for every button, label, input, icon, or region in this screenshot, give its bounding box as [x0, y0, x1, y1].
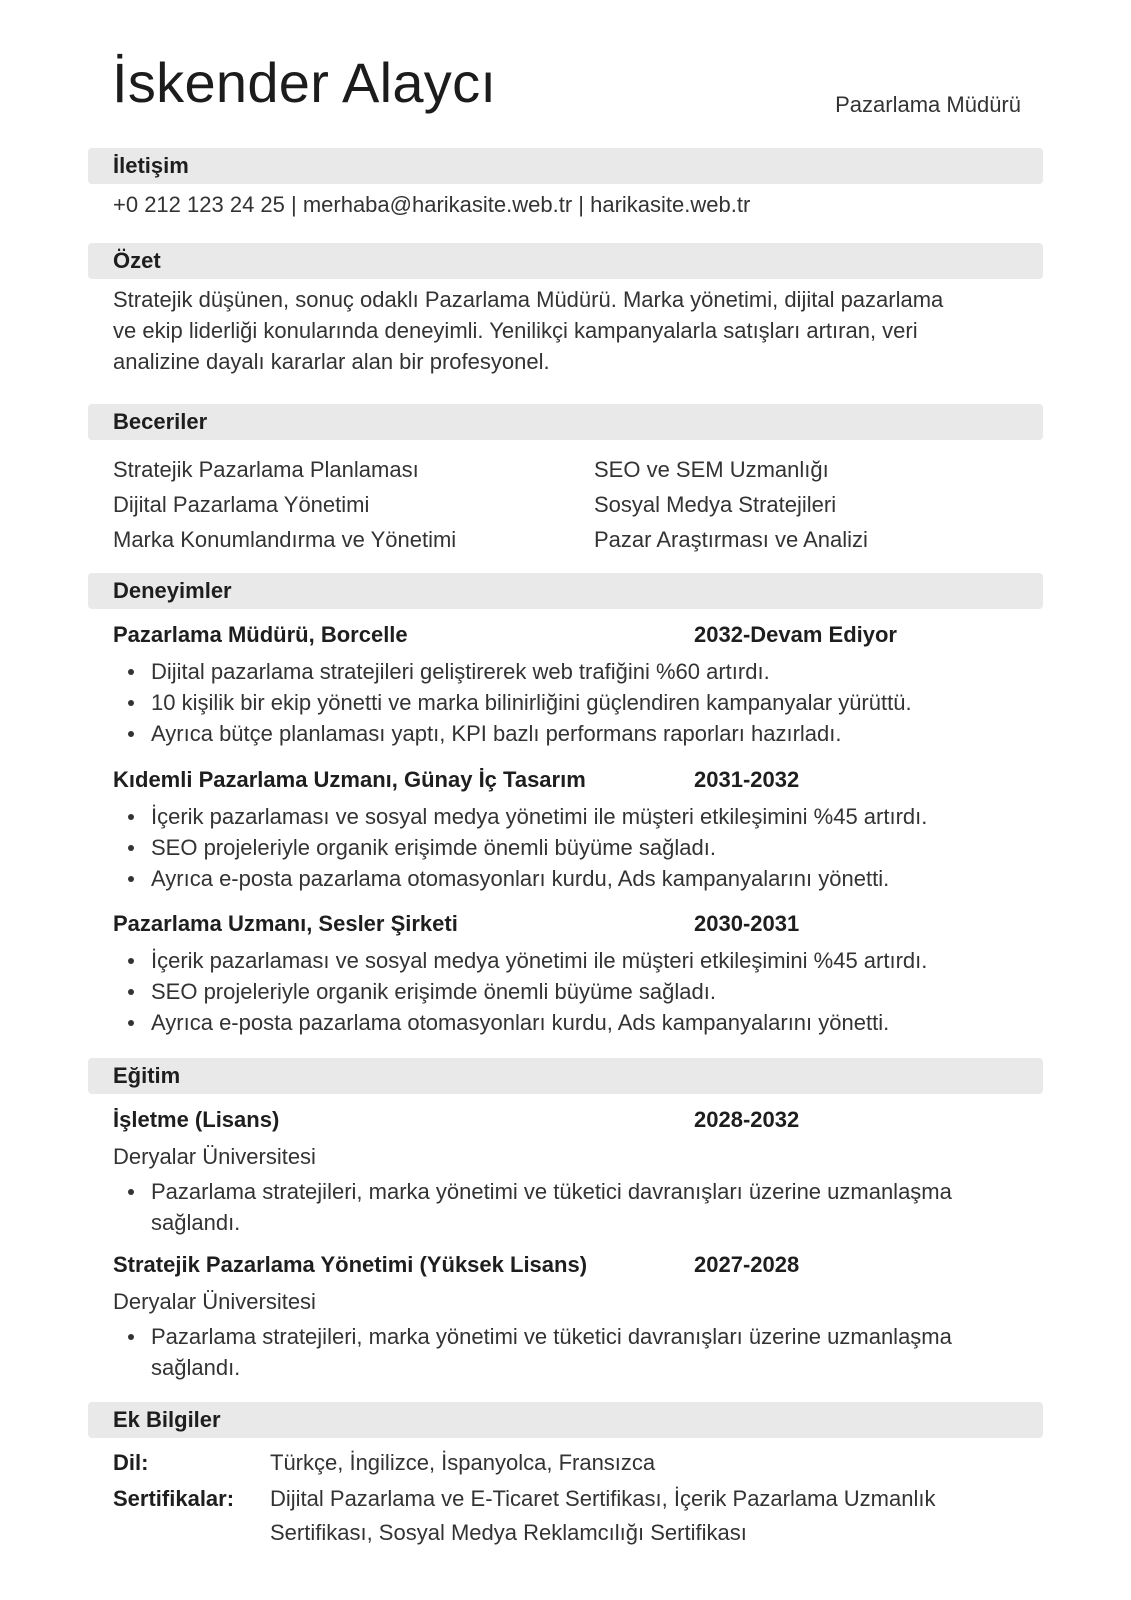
skill-item: Dijital Pazarlama Yönetimi	[113, 492, 370, 517]
list-item	[113, 1321, 1033, 1383]
skill-item: SEO ve SEM Uzmanlığı	[594, 457, 829, 482]
school-name: Deryalar Üniversitesi	[113, 1289, 316, 1314]
language-label: Dil:	[113, 1450, 149, 1475]
job-date: 2032-Devam Ediyor	[694, 622, 897, 647]
section-heading-contact: İletişim	[88, 148, 1043, 184]
job-title: Pazarlama Müdürü, Borcelle	[113, 622, 408, 647]
list-item: Ayrıca e-posta pazarlama otomasyonları kurdu, Ads kampanyalarını yönetti.	[113, 863, 1033, 894]
job-bullets	[113, 945, 1033, 1038]
list-item: İçerik pazarlaması ve sosyal medya yönetimi ile müşteri etkileşimini %45 artırdı.	[113, 801, 1033, 832]
section-heading-education: Eğitim	[88, 1058, 1043, 1094]
list-item: SEO projeleriyle organik erişimde önemli büyüme sağladı.	[113, 976, 1033, 1007]
section-heading-skills: Beceriler	[88, 404, 1043, 440]
certificates-label: Sertifikalar:	[113, 1486, 235, 1511]
section-heading-extra: Ek Bilgiler	[88, 1402, 1043, 1438]
skill-item: Stratejik Pazarlama Planlaması	[113, 457, 419, 482]
job-title: Kıdemli Pazarlama Uzmanı, Günay İç Tasarım	[113, 767, 586, 792]
job-title: Pazarlama Uzmanı, Sesler Şirketi	[113, 911, 458, 936]
certificates-line: Sertifikası, Sosyal Medya Reklamcılığı Sertifikası	[270, 1520, 747, 1545]
list-item: Ayrıca e-posta pazarlama otomasyonları kurdu, Ads kampanyalarını yönetti.	[113, 1007, 1033, 1038]
bullet-line: sağlandı.	[151, 1210, 241, 1235]
certificates-value	[270, 1482, 1030, 1550]
summary-line: analizine dayalı kararlar alan bir profesyonel.	[113, 349, 550, 374]
degree-title: Stratejik Pazarlama Yönetimi (Yüksek Lisans)	[113, 1252, 588, 1277]
certificates-line: Dijital Pazarlama ve E-Ticaret Sertifikası, İçerik Pazarlama Uzmanlık	[270, 1486, 936, 1511]
job-role: Pazarlama Müdürü	[835, 92, 1021, 117]
skills-column-right	[594, 452, 1054, 557]
job-bullets	[113, 656, 1033, 749]
summary-line: Stratejik düşünen, sonuç odaklı Pazarlama Müdürü. Marka yönetimi, dijital pazarlama	[113, 287, 944, 312]
skills-column-left	[113, 452, 573, 557]
skill-item: Marka Konumlandırma ve Yönetimi	[113, 527, 457, 552]
job-date: 2030-2031	[694, 911, 800, 936]
bullet-line: Pazarlama stratejileri, marka yönetimi ve tüketici davranışları üzerine uzmanlaşma	[151, 1324, 952, 1349]
list-item: Dijital pazarlama stratejileri geliştirerek web trafiğini %60 artırdı.	[113, 656, 1033, 687]
list-item: Ayrıca bütçe planlaması yaptı, KPI bazlı performans raporları hazırladı.	[113, 718, 1033, 749]
contact-line: +0 212 123 24 25 | merhaba@harikasite.web.tr | harikasite.web.tr	[113, 192, 751, 217]
degree-date: 2027-2028	[694, 1252, 800, 1277]
person-name: İskender Alaycı	[112, 51, 497, 114]
list-item: İçerik pazarlaması ve sosyal medya yönetimi ile müşteri etkileşimini %45 artırdı.	[113, 945, 1033, 976]
bullet-line: Pazarlama stratejileri, marka yönetimi ve tüketici davranışları üzerine uzmanlaşma	[151, 1179, 952, 1204]
section-heading-summary: Özet	[88, 243, 1043, 279]
education-bullets	[113, 1176, 1033, 1238]
list-item: 10 kişilik bir ekip yönetti ve marka bilinirliğini güçlendiren kampanyalar yürüttü.	[113, 687, 1033, 718]
job-date: 2031-2032	[694, 767, 800, 792]
skill-item: Sosyal Medya Stratejileri	[594, 492, 837, 517]
summary-line: ve ekip liderliği konularında deneyimli. Yenilikçi kampanyalarla satışları artıran, veri	[113, 318, 918, 343]
section-heading-experience: Deneyimler	[88, 573, 1043, 609]
education-bullets	[113, 1321, 1033, 1383]
list-item	[113, 1176, 1033, 1238]
job-bullets	[113, 801, 1033, 894]
resume-header	[0, 0, 1131, 140]
skill-item: Pazar Araştırması ve Analizi	[594, 527, 868, 552]
degree-date: 2028-2032	[694, 1107, 800, 1132]
bullet-line: sağlandı.	[151, 1355, 241, 1380]
degree-title: İşletme (Lisans)	[113, 1107, 280, 1132]
language-value: Türkçe, İngilizce, İspanyolca, Fransızca	[270, 1450, 656, 1475]
school-name: Deryalar Üniversitesi	[113, 1144, 316, 1169]
list-item: SEO projeleriyle organik erişimde önemli büyüme sağladı.	[113, 832, 1033, 863]
